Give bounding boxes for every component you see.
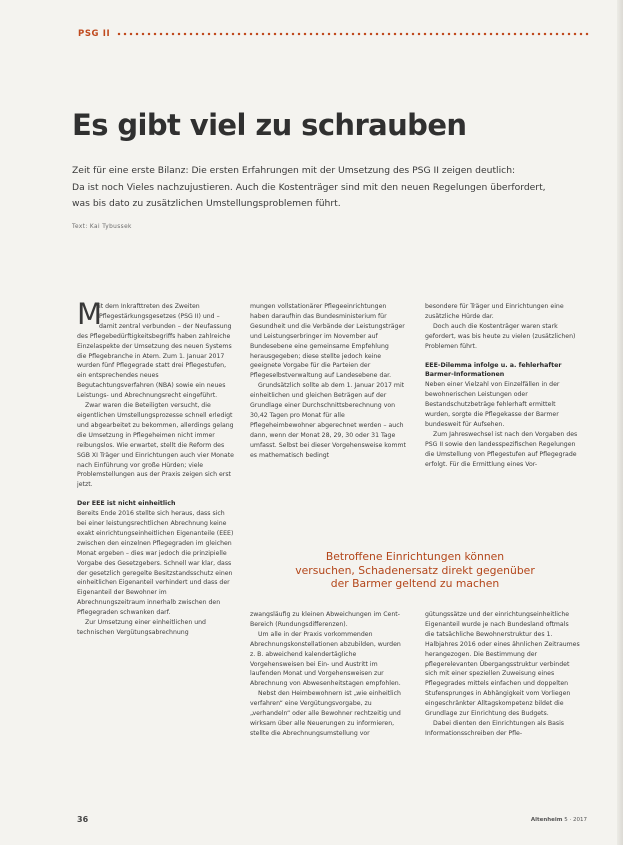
article-byline: Text: Kai Tybussek <box>72 224 132 230</box>
scan-edge-shadow <box>617 0 623 845</box>
subheading: Der EEE ist nicht einheitlich <box>77 500 176 508</box>
subheading: EEE-Dilemma infolge u. a. fehlerhafter Barmer-Informationen <box>425 361 562 379</box>
article-intro <box>72 163 552 213</box>
body-paragraph: Nebst den Heimbewohnern ist „wie einheitlich verfahren“ eine Vergütungsvorgabe, zu „verhandeln“ oder alle Bewohner rechtzeitig und wirksam über alle Neuerungen zu informieren, stellte die Abrechnungsumstellung vor <box>250 690 401 737</box>
body-column-3-bottom <box>425 610 580 818</box>
pull-quote <box>250 550 580 591</box>
issue-number: 5 · 2017 <box>564 817 587 823</box>
lead-paragraph-text: it dem Inkrafttreten des Zweiten Pflegestärkungsgesetzes (PSG II) und – damit zentral verbunden – der Neufassung des Pflegebedürftigkeitsbegriffs haben zahlreiche Einzelaspekte der Umsetzung des neuen Systems die Pflegebranche in Atem. Zum 1. Januar 2017 wurden fünf Pflegegrade statt drei Pflegestufen, ein entsprechendes neues Begutachtungsverfahren (NBA) sowie ein neues Leistungs- und Abrechnungsrecht eingeführt. <box>77 303 232 400</box>
body-paragraph: Um alle in der Praxis vorkommenden Abrechnungskonstellationen abzubilden, wurden z. B. abweichend kalendertägliche Vorgehensweisen bei Ein- und Austritt im laufenden Monat und Vorgehensweisen zur Abrechnung von Abwesenheitstagen empfohlen. <box>250 630 401 688</box>
magazine-name: Altenheim <box>530 817 563 823</box>
body-paragraph: Zwar waren die Beteiligten versucht, die eigentlichen Umstellungsprozesse schnell erledigt und abgearbeitet zu bekommen, allerdings gelang die Umsetzung in Pflegeheimen nicht immer reibungslos. Wie erwartet, stellt die Reform des SGB XI Träger und Einrichtungen auch vier Monate nach Einführung vor große Hürden; viele Problemstellungen aus der Praxis zeigen sich erst jetzt. <box>77 402 234 489</box>
section-header <box>78 28 590 40</box>
body-paragraph: Bereits Ende 2016 stellte sich heraus, dass sich bei einer leistungsrechtlichen Abrechnung keine exakt einrichtungseinheitlichen Eigenanteile (EEE) zwischen den einzelnen Pflegegraden im gleichen Monat ergeben – dies war jedoch die prinzipielle Vorgabe des Gesetzgebers. Schnell war klar, dass der gesetzlich geregelte Besitzstandsschutz einen einheitlichen Eigenanteil verhindert und dass der Eigenanteil der Bewohner im Abrechnungszeitraum innerhalb zwischen den Pflegegraden schwanken darf. <box>77 510 234 617</box>
page-number: 36 <box>77 815 89 824</box>
dropcap: M <box>77 302 103 331</box>
section-label: PSG II <box>78 29 111 39</box>
intro-line: Da ist noch Vieles nachzujustieren. Auch die Kostenträger sind mit den neuen Regelungen überfordert, <box>72 181 546 193</box>
magazine-footer <box>531 817 587 823</box>
body-paragraph: gütungssätze und der einrichtungseinheitliche Eigenanteil wurde je nach Bundesland oftmals die tatsächliche Bewohnerstruktur des 1. Halbjahres 2016 oder eines ähnlichen Zeitraumes herangezogen. Die Bestimmung der pflegerelevanten Übergangsstruktur verbindet sich mit einer speziellen Zuweisung eines Pflegegrades mittels einfachen und doppelten Stufensprunges in Abhängigkeit vom Vorliegen eingeschränkter Alltagskompetenz bildet die Grundlage zur Einrichtung des Budgets. <box>425 611 580 718</box>
body-paragraph: Zur Umsetzung einer einheitlichen und technischen Vergütungsabrechnung <box>77 619 206 636</box>
body-column-2-bottom <box>250 610 407 818</box>
intro-line: Zeit für eine erste Bilanz: Die ersten Erfahrungen mit der Umsetzung des PSG II zeigen deutlich: <box>72 165 516 176</box>
body-column-3-top <box>425 302 580 544</box>
body-column-1 <box>77 302 235 814</box>
pull-quote-line: Betroffene Einrichtungen können <box>325 550 505 563</box>
body-paragraph: besondere für Träger und Einrichtungen eine zusätzliche Hürde dar. <box>425 303 564 320</box>
body-paragraph: mungen vollstationärer Pflegeeinrichtungen haben daraufhin das Bundesministerium für Gesundheit und die Verbände der Leistungsträger und Leistungserbringer im November auf Bundesebene eine gemeinsame Empfehlung herausgegeben; diese stellte jedoch keine geeignete Vorgabe für die Parteien der Pflegeselbstverwaltung auf Landesebene dar. <box>250 303 405 380</box>
body-paragraph: Dabei dienten den Einrichtungen als Basis Informationsschreiben der Pfle- <box>425 719 565 737</box>
body-paragraph: zwangsläufig zu kleinen Abweichungen im Cent-Bereich (Rundungsdifferenzen). <box>250 611 400 628</box>
pull-quote-line: versuchen, Schadenersatz direkt gegenüber <box>295 563 535 577</box>
body-paragraph: Grundsätzlich sollte ab dem 1. Januar 2017 mit einheitlichen und gleichen Beträgen auf der Grundlage einer Durchschnittsberechnung von 30,42 Tagen pro Monat für alle Pflegeheimbewohner abgerechnet werden – auch dann, wenn der Monat 28, 29, 30 oder 31 Tage umfasst. Selbst bei dieser Vorgehensweise kommt es mathematisch bedingt <box>250 382 406 459</box>
intro-line: was bis dato zu zusätzlichen Umstellungsproblemen führt. <box>72 198 341 209</box>
body-paragraph: Neben einer Vielzahl von Einzelfällen in der bewohnerischen Leistungen oder Bestandschutzbeträge fehlerhaft ermittelt wurden, sorgte die Pflegekasse der Barmer bundesweit für Aufsehen. <box>425 381 560 428</box>
dropcap-box <box>77 302 103 331</box>
lead-paragraph <box>77 302 235 401</box>
body-column-2-top <box>250 302 407 544</box>
pull-quote-line: der Barmer geltend zu machen <box>330 577 500 590</box>
body-paragraph: Doch auch die Kostenträger waren stark gefordert, was bis heute zu vielen (zusätzlichen) Problemen führt. <box>425 322 576 350</box>
section-dotted-rule <box>116 32 590 36</box>
body-paragraph: Zum Jahreswechsel ist nach den Vorgaben des PSG II sowie den landesspezifischen Regelungen die Umstellung von Pflegestufen auf Pflegegrade erfolgt. Für die Ermittlung eines Vor- <box>425 430 578 468</box>
article-title: Es gibt viel zu schrauben <box>72 108 467 142</box>
